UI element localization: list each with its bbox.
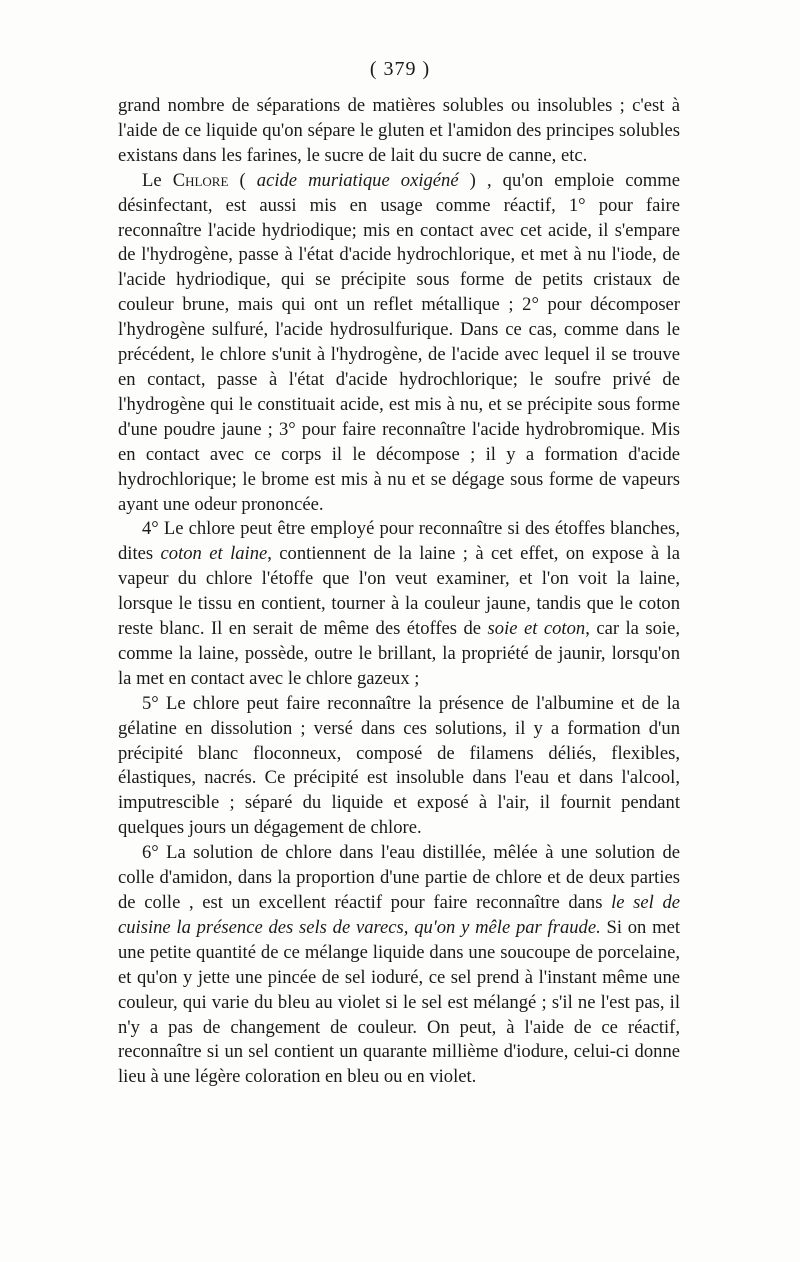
paragraph-6-body: Si on met une petite quantité de ce mélange liquide dans une soucoupe de porcelaine, et qu'on y jette une pincée de sel ioduré, ce sel prend à l'instant même une couleur, qui varie du bleu au violet si le sel est mélangé ; s'il ne l'est pas, il n'y a pas de changement de couleur. On peut, à l'aide de ce réactif, reconnaître si un sel contient un quarante millième d'iodure, celui-ci donne lieu à une légère coloration en bleu ou en violet.: [118, 916, 680, 1088]
term-soie-et-coton: soie et coton: [487, 618, 586, 640]
paragraph-6-lead: 6° La solution de chlore dans l'eau distillée, mêlée à une solution de colle d'amidon, dans la proportion d'une partie de chlore et de deux parties de colle , est un excellent réactif pour faire reconnaître dans: [118, 842, 680, 913]
term-coton-et-laine: coton et laine: [160, 543, 268, 565]
paragraph-5-text: 5° Le chlore peut faire reconnaître la présence de l'albumine et de la gélatine en dissolution ; versé dans ces solutions, il y a formation d'un précipité blanc floconneux, composé de filamens déliés, flexibles, élastiques, nacrés. Ce précipité est insoluble dans l'eau et dans l'alcool, imputrescible ; séparé du liquide et exposé à l'air, il fournit pendant quelques jours un dégagement de chlore.: [118, 692, 680, 839]
paragraph-4-tail: , car la soie, comme la laine, possède, outre le brillant, la propriété de jaunir, lorsqu'on la met en contact avec le chlore gazeux ;: [118, 618, 680, 689]
paragraph-6: [118, 841, 680, 1090]
paragraph-4-body: , contiennent de la laine ; à cet effet, on expose à la vapeur du chlore l'étoffe que l'on veut examiner, et l'on voit la laine, lorsque le tissu en contient, tourner à la couleur jaune, tandis que le coton reste blanc. Il en serait de même des étoffes de: [118, 543, 680, 640]
emphasis-sel-de-cuisine: le sel de cuisine la présence des sels de varecs, qu'on y mêle par fraude.: [118, 892, 680, 938]
synonym-acide-muriatique: acide muriatique oxigéné: [256, 169, 459, 191]
paragraph-chlore: [118, 169, 680, 518]
paragraph-chlore-paren: (: [228, 169, 257, 191]
page-number: ( 379 ): [369, 58, 431, 80]
paragraph-chlore-body: ) , qu'on emploie comme désinfectant, est aussi mis en usage comme réactif, 1° pour faire reconnaître l'acide hydriodique; mis en contact avec cet acide, il s'empare de l'hydrogène, passe à l'état d'acide hydrochlorique, et met à nu l'iode, de l'acide hydriodique, qui se précipite sous forme de petits cristaux de couleur brune, mais qui ont un reflet métallique ; 2° pour décomposer l'hydrogène sulfuré, l'acide hydrosulfurique. Dans ce cas, comme dans le précédent, le chlore s'unit à l'hydrogène, de l'acide avec lequel il se trouve en contact, passe à l'état d'acide hydrochlorique; le soufre privé de l'hydrogène qui le constituait acide, est mis à nu, et se précipite sous forme d'une poudre jaune ; 3° pour faire reconnaître l'acide hydrobromique. Mis en contact avec ce corps il le décompose ; il y a formation d'acide hydrochlorique; le brome est mis à nu et se dégage sous forme de vapeurs ayant une odeur prononcée.: [118, 169, 680, 515]
paragraph-4: [118, 517, 680, 691]
paragraph-1-text: grand nombre de séparations de matières solubles ou insolubles ; c'est à l'aide de ce liquide qu'on sépare le gluten et l'amidon des principes solubles existans dans les farines, le sucre de lait du sucre de canne, etc.: [118, 95, 680, 166]
paragraph-5: [118, 692, 680, 841]
body-text: [118, 94, 680, 1090]
heading-chlore: Chlore: [172, 169, 229, 191]
paragraph-chlore-lead: Le: [142, 169, 173, 191]
paragraph-4-lead: 4° Le chlore peut être employé pour reconnaître si des étoffes blanches, dites: [118, 518, 680, 565]
paragraph-1: [118, 94, 680, 169]
